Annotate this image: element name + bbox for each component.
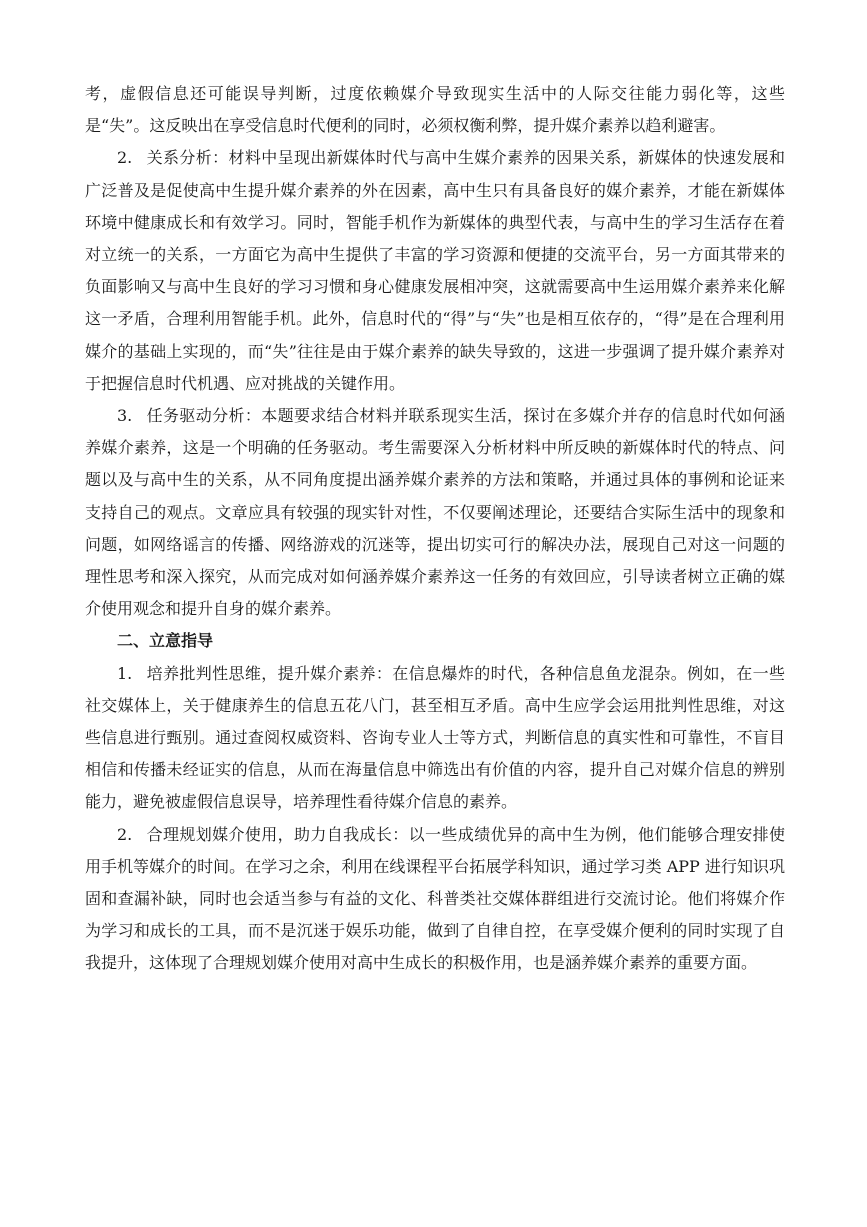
item-number: 3. xyxy=(117,406,133,426)
paragraph-relation-analysis xyxy=(85,142,785,400)
item-text: 培养批判性思维，提升媒介素养：在信息爆炸的时代，各种信息鱼龙混杂。例如，在一些社交媒体上，关于健康养生的信息五花八门，甚至相互矛盾。高中生应学会运用批判性思维，对这些信息进行甄别。通过查阅权威资料、咨询专业人士等方式，判断信息的真实性和可靠性，不盲目相信和传播未经证实的信息，从而在海量信息中筛选出有价值的内容，提升自己对媒介信息的辨别能力，避免被虚假信息误导，培养理性看待媒介信息的素养。 xyxy=(85,663,785,812)
item-number: 1. xyxy=(117,663,133,683)
item-text: 关系分析：材料中呈现出新媒体时代与高中生媒介素养的因果关系，新媒体的快速发展和广泛普及是促使高中生提升媒介素养的外在因素，高中生只有具备良好的媒介素养，才能在新媒体环境中健康成长和有效学习。同时，智能手机作为新媒体的典型代表，与高中生的学习生活存在着对立统一的关系，一方面它为高中生提供了丰富的学习资源和便捷的交流平台，另一方面其带来的负面影响又与高中生良好的学习习惯和身心健康发展相冲突，这就需要高中生运用媒介素养来化解这一矛盾，合理利用智能手机。此外，信息时代的“得”与“失”也是相互依存的，“得”是在合理利用媒介的基础上实现的，而“失”往往是由于媒介素养的缺失导致的，这进一步强调了提升媒介素养对于把握信息时代机遇、应对挑战的关键作用。 xyxy=(85,148,785,393)
paragraph-task-analysis xyxy=(85,400,785,625)
paragraph-continuation: 考，虚假信息还可能误导判断，过度依赖媒介导致现实生活中的人际交往能力弱化等，这些是“失”。这反映出在享受信息时代便利的同时，必须权衡利弊，提升媒介素养以趋利避害。 xyxy=(85,84,785,136)
paragraph-critical-thinking xyxy=(85,658,785,819)
item-text: 任务驱动分析：本题要求结合材料并联系现实生活，探讨在多媒介并存的信息时代如何涵养媒介素养，这是一个明确的任务驱动。考生需要深入分析材料中所反映的新媒体时代的特点、问题以及与高中生的关系，从不同角度提出涵养媒介素养的方法和策略，并通过具体的事例和论证来支持自己的观点。文章应具有较强的现实针对性，不仅要阐述理论，还要结合实际生活中的现象和问题，如网络谣言的传播、网络游戏的沉迷等，提出切实可行的解决办法，展现自己对这一问题的理性思考和深入探究，从而完成对如何涵养媒介素养这一任务的有效回应，引导读者树立正确的媒介使用观念和提升自身的媒介素养。 xyxy=(85,406,785,619)
paragraph-media-planning xyxy=(85,819,785,980)
section-heading: 二、立意指导 xyxy=(117,631,214,651)
item-number: 2. xyxy=(117,824,133,844)
item-text: 合理规划媒介使用，助力自我成长：以一些成绩优异的高中生为例，他们能够合理安排使用手机等媒介的时间。在学习之余，利用在线课程平台拓展学科知识，通过学习类 APP 进行知识巩固和查漏补缺，同时也会适当参与有益的文化、科普类社交媒体群组进行交流讨论。他们将媒介作为学习和成长的工具，而不是沉迷于娱乐功能，做到了自律自控，在享受媒介便利的同时实现了自我提升，这体现了合理规划媒介使用对高中生成长的积极作用，也是涵养媒介素养的重要方面。 xyxy=(85,824,785,973)
document-page xyxy=(85,78,785,980)
item-number: 2. xyxy=(117,148,133,168)
